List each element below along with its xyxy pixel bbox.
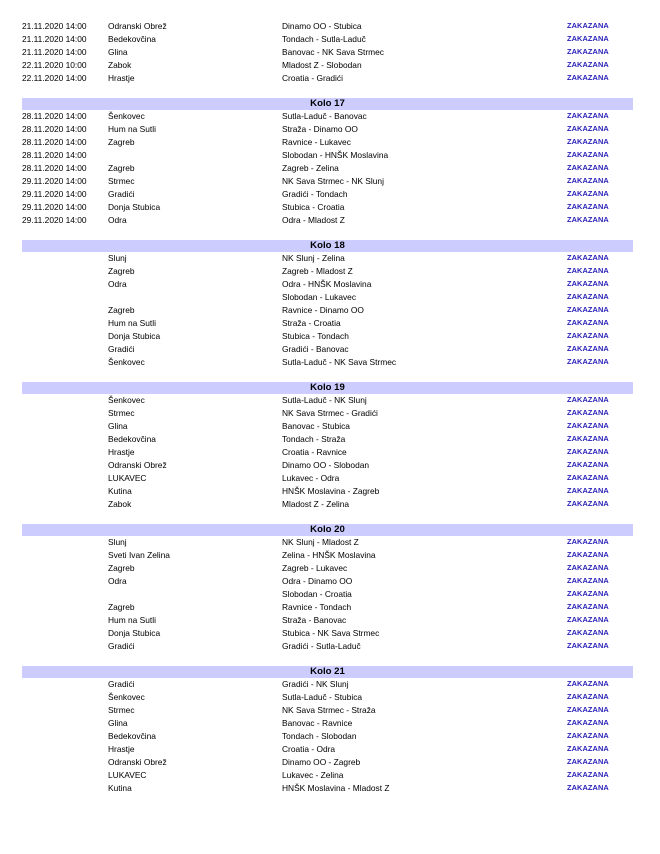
match-row (0, 162, 660, 175)
match-row (0, 343, 660, 356)
match-venue: Zabok (108, 498, 132, 509)
match-venue: Slunj (108, 537, 127, 548)
match-pairing: Tondach - Sutla-Laduč (282, 33, 366, 44)
match-row (0, 717, 660, 730)
match-pairing: Ravnice - Lukavec (282, 137, 351, 148)
match-row (0, 149, 660, 162)
match-pairing: NK Slunj - Zelina (282, 253, 345, 264)
match-status: ZAKAZANA (567, 627, 609, 637)
match-status: ZAKAZANA (567, 731, 609, 740)
round-section (0, 84, 660, 226)
match-venue: Glina (108, 718, 128, 729)
section-spacer (0, 510, 660, 523)
round-section (0, 652, 660, 794)
match-status: ZAKAZANA (567, 485, 609, 495)
match-venue: Odra (108, 576, 127, 587)
match-status: ZAKAZANA (567, 292, 609, 302)
match-row (0, 704, 660, 717)
match-status: ZAKAZANA (567, 576, 609, 586)
match-row (0, 136, 660, 149)
match-venue: Gradići (108, 343, 135, 354)
match-pairing: Sutla-Laduč - Banovac (282, 111, 367, 122)
match-row (0, 446, 660, 459)
match-venue: Šenkovec (108, 356, 145, 367)
match-status: ZAKAZANA (567, 188, 609, 198)
match-status: ZAKAZANA (567, 214, 609, 224)
match-date: 28.11.2020 14:00 (22, 163, 87, 173)
match-row (0, 459, 660, 472)
match-status: ZAKAZANA (567, 679, 609, 689)
match-row (0, 601, 660, 614)
match-status: ZAKAZANA (567, 447, 609, 456)
match-venue: Šenkovec (108, 692, 145, 703)
match-status: ZAKAZANA (567, 692, 609, 702)
match-row (0, 356, 660, 369)
match-venue: Hum na Sutli (108, 124, 156, 135)
match-venue: Hrastje (108, 72, 135, 83)
match-status: ZAKAZANA (567, 498, 609, 508)
match-venue: Kutina (108, 485, 132, 496)
match-row (0, 549, 660, 562)
match-pairing: Banovac - Stubica (282, 421, 350, 432)
match-status: ZAKAZANA (567, 640, 609, 650)
match-pairing: Zagreb - Lukavec (282, 563, 348, 574)
match-date: 21.11.2020 14:00 (22, 46, 87, 57)
match-row (0, 72, 660, 85)
match-pairing: HNŠK Moslavina - Zagreb (282, 485, 380, 496)
match-venue: Bedekovčina (108, 33, 156, 44)
match-venue: Odra (108, 279, 127, 290)
match-row (0, 782, 660, 795)
match-venue: Donja Stubica (108, 201, 161, 212)
match-status: ZAKAZANA (567, 472, 609, 482)
match-status: ZAKAZANA (567, 124, 609, 134)
section-spacer (0, 226, 660, 239)
match-pairing: Stubica - Tondach (282, 330, 349, 341)
match-row (0, 562, 660, 575)
match-row (0, 730, 660, 743)
match-row (0, 291, 660, 304)
match-venue: Glina (108, 46, 128, 57)
match-status: ZAKAZANA (567, 72, 609, 82)
match-pairing: Sutla-Laduč - Stubica (282, 692, 363, 703)
match-pairing: Straža - Dinamo OO (282, 124, 358, 135)
match-row (0, 756, 660, 769)
match-status: ZAKAZANA (567, 550, 609, 560)
section-spacer (0, 368, 660, 381)
match-pairing: Mladost Z - Slobodan (282, 59, 362, 70)
match-status: ZAKAZANA (567, 201, 609, 211)
round-section (0, 510, 660, 652)
match-status: ZAKAZANA (567, 137, 609, 147)
match-row (0, 46, 660, 59)
match-pairing: Slobodan - Croatia (282, 589, 352, 599)
match-pairing: Croatia - Odra (282, 743, 336, 754)
match-pairing: Zagreb - Zelina (282, 163, 339, 173)
match-row (0, 123, 660, 136)
match-row (0, 485, 660, 498)
match-row (0, 110, 660, 123)
match-venue: Strmec (108, 705, 135, 716)
match-status: ZAKAZANA (567, 253, 609, 263)
match-date: 29.11.2020 14:00 (22, 175, 87, 186)
match-pairing: Ravnice - Dinamo OO (282, 305, 364, 315)
round-header: Kolo 18 (22, 240, 633, 253)
match-pairing: Croatia - Gradići (282, 72, 343, 83)
schedule-sheet (0, 20, 660, 794)
match-pairing: HNŠK Moslavina - Mladost Z (282, 782, 390, 793)
match-row (0, 627, 660, 640)
match-date: 29.11.2020 14:00 (22, 201, 87, 212)
match-status: ZAKAZANA (567, 769, 609, 779)
match-pairing: Dinamo OO - Stubica (282, 21, 362, 31)
match-pairing: Sutla-Laduč - NK Sava Strmec (282, 356, 397, 367)
match-venue: LUKAVEC (108, 472, 147, 483)
match-row (0, 678, 660, 691)
match-venue: Zagreb (108, 305, 135, 315)
match-status: ZAKAZANA (567, 21, 609, 30)
match-pairing: Stubica - NK Sava Strmec (282, 627, 380, 638)
match-row (0, 175, 660, 188)
match-status: ZAKAZANA (567, 434, 609, 444)
match-venue: Zagreb (108, 563, 135, 574)
match-status: ZAKAZANA (567, 459, 609, 469)
match-venue: Hrastje (108, 447, 135, 457)
match-venue: Strmec (108, 175, 135, 186)
match-status: ZAKAZANA (567, 279, 609, 289)
section-spacer (0, 84, 660, 97)
match-status: ZAKAZANA (567, 33, 609, 43)
round-section (0, 226, 660, 368)
match-venue: Odranski Obrež (108, 21, 167, 31)
match-status: ZAKAZANA (567, 330, 609, 340)
match-venue: Zabok (108, 59, 132, 70)
match-venue: Donja Stubica (108, 627, 161, 638)
match-pairing: Straža - Croatia (282, 317, 341, 328)
match-pairing: Straža - Banovac (282, 614, 347, 625)
round-section (0, 368, 660, 510)
match-pairing: Odra - HNŠK Moslavina (282, 279, 372, 290)
match-row (0, 420, 660, 433)
match-date: 21.11.2020 14:00 (22, 21, 87, 31)
match-status: ZAKAZANA (567, 356, 609, 366)
match-pairing: Croatia - Ravnice (282, 447, 347, 457)
match-date: 28.11.2020 14:00 (22, 137, 87, 148)
match-row (0, 433, 660, 446)
match-row (0, 317, 660, 330)
match-status: ZAKAZANA (567, 614, 609, 624)
match-date: 29.11.2020 14:00 (22, 214, 87, 225)
match-pairing: Zelina - HNŠK Moslavina (282, 550, 376, 561)
match-venue: Hrastje (108, 743, 135, 754)
match-pairing: Sutla-Laduč - NK Slunj (282, 395, 367, 406)
match-pairing: Gradići - Sutla-Laduč (282, 640, 361, 651)
match-pairing: NK Sava Strmec - Gradići (282, 408, 378, 419)
match-row (0, 394, 660, 407)
match-row (0, 769, 660, 782)
match-pairing: Mladost Z - Zelina (282, 498, 350, 509)
match-venue: Šenkovec (108, 395, 145, 406)
match-date: 28.11.2020 14:00 (22, 124, 87, 135)
match-date: 28.11.2020 14:00 (22, 111, 87, 122)
match-date: 29.11.2020 14:00 (22, 188, 87, 199)
match-pairing: NK Slunj - Mladost Z (282, 537, 359, 548)
match-pairing: Zagreb - Mladost Z (282, 266, 353, 277)
match-pairing: NK Sava Strmec - NK Slunj (282, 175, 384, 186)
match-date: 28.11.2020 14:00 (22, 150, 87, 161)
match-row (0, 265, 660, 278)
match-row (0, 201, 660, 214)
match-row (0, 575, 660, 588)
match-venue: Zagreb (108, 266, 135, 277)
match-pairing: Ravnice - Tondach (282, 601, 352, 612)
match-status: ZAKAZANA (567, 705, 609, 715)
match-pairing: Banovac - Ravnice (282, 718, 353, 729)
match-venue: LUKAVEC (108, 769, 147, 780)
round-header: Kolo 20 (22, 524, 633, 537)
match-date: 22.11.2020 14:00 (22, 72, 87, 83)
match-row (0, 330, 660, 343)
match-row (0, 498, 660, 511)
match-venue: Zagreb (108, 137, 135, 148)
match-status: ZAKAZANA (567, 317, 609, 327)
match-date: 21.11.2020 14:00 (22, 33, 87, 44)
match-status: ZAKAZANA (567, 601, 609, 611)
match-venue: Odranski Obrež (108, 756, 167, 767)
match-status: ZAKAZANA (567, 563, 609, 573)
match-venue: Bedekovčina (108, 434, 156, 445)
match-row (0, 304, 660, 317)
match-status: ZAKAZANA (567, 743, 609, 753)
match-pairing: NK Sava Strmec - Straža (282, 705, 376, 716)
match-pairing: Odra - Mladost Z (282, 214, 345, 225)
match-status: ZAKAZANA (567, 756, 609, 766)
match-row (0, 20, 660, 33)
match-row (0, 59, 660, 72)
match-row (0, 472, 660, 485)
match-row (0, 33, 660, 46)
match-pairing: Tondach - Straža (282, 434, 346, 445)
match-venue: Gradići (108, 640, 135, 651)
match-venue: Glina (108, 421, 128, 432)
match-pairing: Lukavec - Zelina (282, 769, 344, 780)
match-status: ZAKAZANA (567, 537, 609, 547)
match-venue: Šenkovec (108, 111, 145, 122)
match-pairing: Gradići - Tondach (282, 188, 348, 199)
match-status: ZAKAZANA (567, 150, 609, 160)
match-pairing: Odra - Dinamo OO (282, 576, 353, 587)
match-venue: Hum na Sutli (108, 317, 156, 328)
match-status: ZAKAZANA (567, 421, 609, 431)
match-status: ZAKAZANA (567, 305, 609, 314)
match-venue: Donja Stubica (108, 330, 161, 341)
match-venue: Gradići (108, 188, 135, 199)
match-status: ZAKAZANA (567, 589, 609, 598)
match-venue: Odranski Obrež (108, 459, 167, 470)
match-venue: Zagreb (108, 601, 135, 612)
match-pairing: Gradići - Banovac (282, 343, 349, 354)
match-date: 22.11.2020 10:00 (22, 59, 87, 70)
match-status: ZAKAZANA (567, 163, 609, 172)
round-header: Kolo 21 (22, 666, 633, 679)
match-status: ZAKAZANA (567, 111, 609, 121)
match-status: ZAKAZANA (567, 59, 609, 69)
match-row (0, 214, 660, 227)
round-section (0, 20, 660, 84)
match-status: ZAKAZANA (567, 782, 609, 792)
match-pairing: Lukavec - Odra (282, 472, 340, 483)
match-status: ZAKAZANA (567, 395, 609, 405)
match-row (0, 614, 660, 627)
match-pairing: Stubica - Croatia (282, 201, 345, 212)
match-venue: Strmec (108, 408, 135, 419)
match-pairing: Dinamo OO - Zagreb (282, 756, 361, 767)
match-row (0, 640, 660, 653)
match-venue: Hum na Sutli (108, 614, 156, 625)
round-header: Kolo 19 (22, 382, 633, 395)
match-venue: Sveti Ivan Zelina (108, 550, 170, 561)
match-venue: Odra (108, 214, 127, 225)
round-header: Kolo 17 (22, 98, 633, 111)
section-spacer (0, 652, 660, 665)
match-venue: Bedekovčina (108, 731, 156, 741)
match-status: ZAKAZANA (567, 46, 609, 56)
match-row (0, 252, 660, 265)
match-status: ZAKAZANA (567, 343, 609, 353)
match-venue: Slunj (108, 253, 127, 264)
match-status: ZAKAZANA (567, 266, 609, 276)
match-pairing: Gradići - NK Slunj (282, 679, 349, 690)
match-venue: Gradići (108, 679, 135, 690)
match-row (0, 188, 660, 201)
match-venue: Zagreb (108, 163, 135, 173)
match-status: ZAKAZANA (567, 718, 609, 728)
match-row (0, 588, 660, 601)
match-status: ZAKAZANA (567, 408, 609, 418)
match-pairing: Banovac - NK Sava Strmec (282, 46, 384, 57)
match-status: ZAKAZANA (567, 175, 609, 185)
match-row (0, 743, 660, 756)
match-venue: Kutina (108, 782, 132, 793)
match-row (0, 278, 660, 291)
match-pairing: Dinamo OO - Slobodan (282, 459, 370, 470)
match-row (0, 691, 660, 704)
match-pairing: Tondach - Slobodan (282, 731, 357, 741)
match-row (0, 536, 660, 549)
match-row (0, 407, 660, 420)
match-pairing: Slobodan - HNŠK Moslavina (282, 150, 389, 161)
match-pairing: Slobodan - Lukavec (282, 292, 357, 303)
